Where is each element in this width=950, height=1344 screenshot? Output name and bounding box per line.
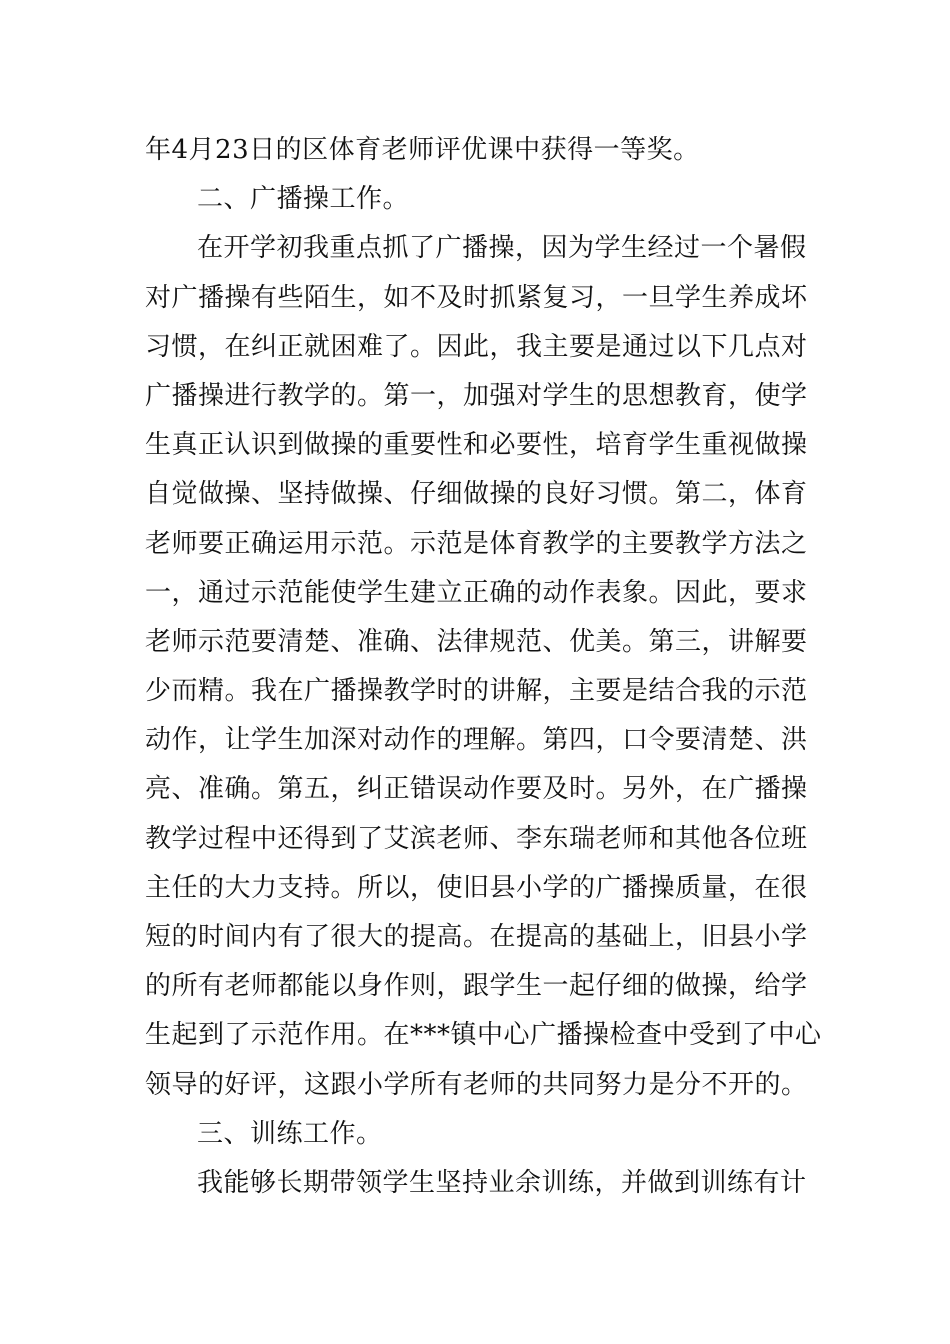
text-line: 在开学初我重点抓了广播操，因为学生经过一个暑假 (197, 233, 807, 264)
document-body (145, 126, 845, 1208)
text-line: 老师示范要清楚、准确、法律规范、优美。第三，讲解要 (145, 626, 808, 657)
text-line: 教学过程中还得到了艾滨老师、李东瑞老师和其他各位班 (145, 823, 808, 854)
text-line: 亮、准确。第五，纠正错误动作要及时。另外，在广播操 (145, 774, 808, 805)
text-line: 主任的大力支持。所以，使旧县小学的广播操质量，在很 (145, 872, 808, 903)
text-line: 我能够长期带领学生坚持业余训练，并做到训练有计 (197, 1167, 807, 1198)
text-line: 生起到了示范作用。在***镇中心广播操检查中受到了中心 (145, 1020, 822, 1051)
text-line: 老师要正确运用示范。示范是体育教学的主要教学方法之 (145, 528, 808, 559)
section-heading-broadcast-exercise: 二、广播操工作。 (197, 184, 410, 215)
text-line: 习惯，在纠正就困难了。因此，我主要是通过以下几点对 (145, 331, 808, 362)
text-line: 自觉做操、坚持做操、仔细做操的良好习惯。第二，体育 (145, 479, 808, 510)
text-line: 年4月23日的区体育老师评优课中获得一等奖。 (145, 135, 700, 165)
section-heading-training: 三、训练工作。 (197, 1118, 383, 1149)
text-line: 短的时间内有了很大的提高。在提高的基础上，旧县小学 (145, 922, 808, 952)
text-line: 生真正认识到做操的重要性和必要性，培育学生重视做操 (145, 430, 808, 461)
text-line: 对广播操有些陌生，如不及时抓紧复习，一旦学生养成坏 (145, 282, 808, 313)
text-line: 的所有老师都能以身作则，跟学生一起仔细的做操，给学 (145, 971, 808, 1002)
text-line: 一，通过示范能使学生建立正确的动作表象。因此，要求 (145, 577, 808, 608)
text-line: 领导的好评，这跟小学所有老师的共同努力是分不开的。 (145, 1069, 808, 1100)
text-line: 少而精。我在广播操教学时的讲解，主要是结合我的示范 (145, 676, 808, 707)
text-line: 广播操进行教学的。第一，加强对学生的思想教育，使学 (145, 380, 808, 411)
text-line: 动作，让学生加深对动作的理解。第四，口令要清楚、洪 (145, 725, 808, 756)
